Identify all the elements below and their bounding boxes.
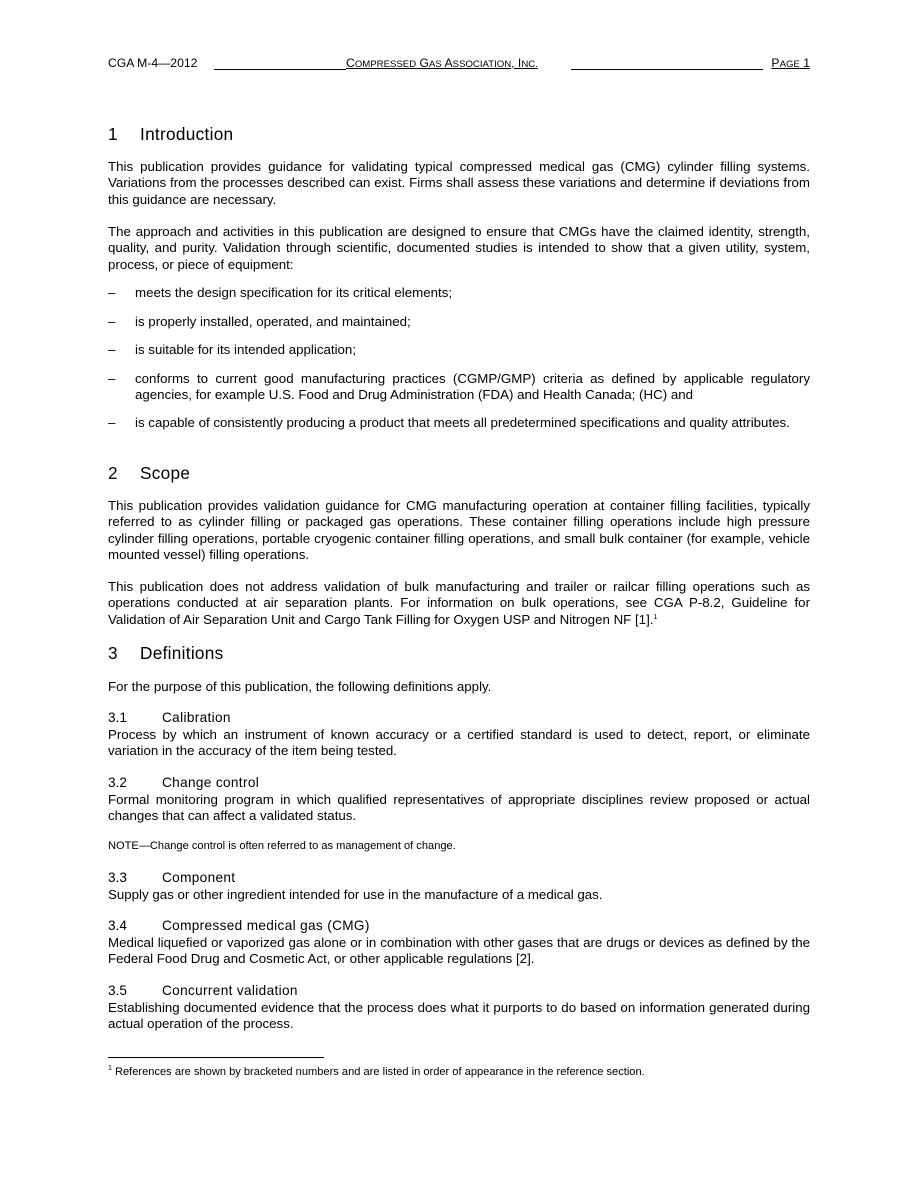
list-item: – is capable of consistently producing a product that meets all predetermined specifications and quality attributes.: [108, 415, 790, 430]
publisher-name: COMPRESSED GAS ASSOCIATION, INC.: [346, 56, 538, 70]
list-item: – meets the design specification for its critical elements;: [108, 285, 453, 300]
section-heading: 2 Scope: [108, 463, 191, 483]
definition-term: 3.5 Concurrent validation: [108, 983, 298, 998]
header-rule: [571, 69, 763, 70]
definition-term: 3.4 Compressed medical gas (CMG): [108, 918, 370, 933]
paragraph: This publication does not address validation of bulk manufacturing and trailer or railcar filling operations such as operations conducted at air separation plants. For information on bulk operations, see CGA P-8.2, Guideline for Validation of Air Separation Unit and Cargo Tank Filling for Oxygen USP and Nitrogen NF [1].$^1$: [108, 579, 810, 627]
running-header: [108, 56, 810, 72]
paragraph: The approach and activities in this publication are designed to ensure that CMGs have the claimed identity, strength, quality, and purity. Validation through scientific, documented studies is intended to show that a given utility, system, process, or piece of equipment:: [108, 224, 810, 272]
header-rule: [214, 69, 346, 70]
definition-text: Formal monitoring program in which qualified representatives of appropriate disciplines review proposed or actual changes that can affect a validated status.: [108, 792, 810, 824]
footnote: $^1$ References are shown by bracketed numbers and are listed in order of appearance in the reference section.: [108, 1065, 645, 1078]
paragraph: For the purpose of this publication, the following definitions apply.: [108, 679, 492, 694]
definition-term: 3.1 Calibration: [108, 710, 231, 725]
list-item: – conforms to current good manufacturing practices (CGMP/GMP) criteria as defined by applicable regulatory agencies, for example U.S. Food and Drug Administration (FDA) and Health Canada; (HC) and: [108, 371, 810, 403]
document-id: CGA M-4—2012: [108, 56, 198, 70]
section-heading: 1 Introduction: [108, 124, 234, 144]
footnote-reference: 1: [653, 613, 658, 621]
footnote-separator: [108, 1057, 324, 1058]
definition-term: 3.3 Component: [108, 870, 236, 885]
paragraph: This publication provides validation guidance for CMG manufacturing operation at container filling facilities, typically referred to as cylinder filling or packaged gas operations. These container filling operations include high pressure cylinder filling operations, portable cryogenic container filling operations, and small bulk container (for example, vehicle mounted vessel) filling operations.: [108, 498, 810, 563]
list-item: – is suitable for its intended application;: [108, 342, 357, 357]
section-heading: 3 Definitions: [108, 643, 224, 663]
definition-text: Supply gas or other ingredient intended for use in the manufacture of a medical gas.: [108, 887, 603, 902]
page-number: PAGE 1: [771, 56, 810, 70]
paragraph: This publication provides guidance for validating typical compressed medical gas (CMG) cylinder filling systems. Variations from the processes described can exist. Firms shall assess these variations and determine if deviations from this guidance are necessary.: [108, 159, 810, 207]
note: NOTE—Change control is often referred to as management of change.: [108, 840, 456, 852]
definition-text: Establishing documented evidence that the process does what it purports to do based on information generated during actual operation of the process.: [108, 1000, 810, 1032]
definition-term: 3.2 Change control: [108, 775, 260, 790]
definition-text: Medical liquefied or vaporized gas alone or in combination with other gases that are drugs or devices as defined by the Federal Food Drug and Cosmetic Act, or other applicable regulations [2].: [108, 935, 810, 967]
definition-text: Process by which an instrument of known accuracy or a certified standard is used to detect, report, or eliminate variation in the accuracy of the item being tested.: [108, 727, 810, 759]
list-item: – is properly installed, operated, and maintained;: [108, 314, 411, 329]
